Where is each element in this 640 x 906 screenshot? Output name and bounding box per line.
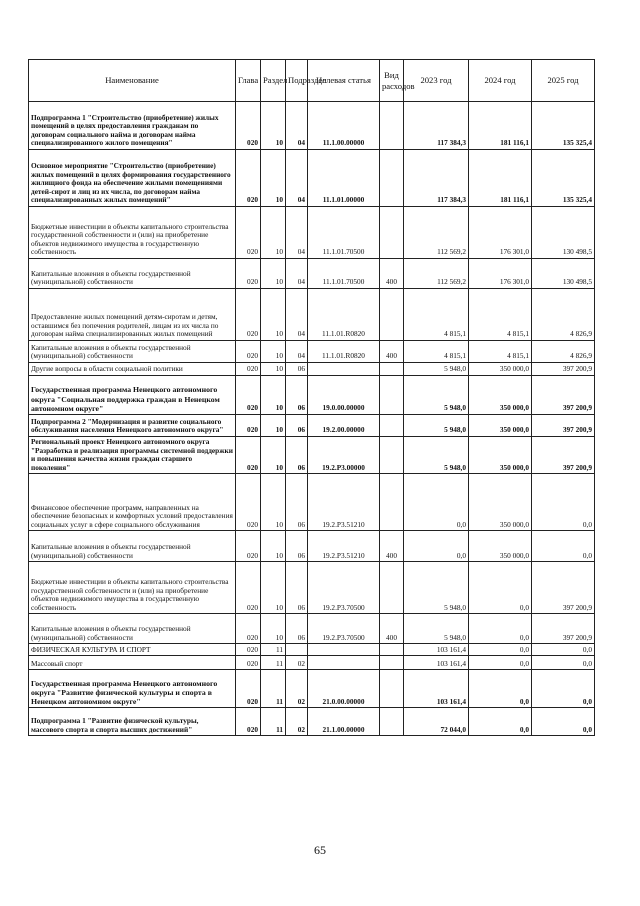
row-expense-type: 400 bbox=[380, 259, 404, 289]
row-podrazdel: 06 bbox=[286, 363, 308, 376]
budget-table bbox=[28, 59, 595, 736]
row-value-2023: 5 948,0 bbox=[404, 415, 469, 437]
row-value-2024: 181 116,1 bbox=[469, 150, 532, 207]
table-row bbox=[29, 531, 595, 562]
table-row bbox=[29, 207, 595, 259]
row-value-2024: 350 000,0 bbox=[469, 437, 532, 474]
row-value-2024: 176 301,0 bbox=[469, 207, 532, 259]
row-value-2023: 5 948,0 bbox=[404, 614, 469, 644]
row-glava: 020 bbox=[236, 531, 261, 562]
row-razdel: 10 bbox=[261, 259, 286, 289]
row-value-2024: 350 000,0 bbox=[469, 531, 532, 562]
row-value-2023: 5 948,0 bbox=[404, 376, 469, 415]
row-podrazdel: 06 bbox=[286, 531, 308, 562]
row-value-2025: 397 200,9 bbox=[532, 415, 595, 437]
row-podrazdel: 06 bbox=[286, 614, 308, 644]
row-value-2025: 397 200,9 bbox=[532, 562, 595, 614]
row-value-2024: 0,0 bbox=[469, 708, 532, 736]
table-row bbox=[29, 437, 595, 474]
row-value-2025: 397 200,9 bbox=[532, 614, 595, 644]
row-podrazdel: 06 bbox=[286, 437, 308, 474]
col-header-name: Наименование bbox=[29, 60, 236, 102]
col-header-2023: 2023 год bbox=[404, 60, 469, 102]
row-value-2025: 135 325,4 bbox=[532, 102, 595, 150]
row-name: Массовый спорт bbox=[29, 656, 236, 670]
table-row bbox=[29, 341, 595, 363]
row-target-article: 19.2.P3.51210 bbox=[308, 531, 380, 562]
row-name: Бюджетные инвестиции в объекты капитального строительства государственной собственности и (или) на приобретение объектов недвижимого имущества в государственную собственность bbox=[29, 207, 236, 259]
col-header-target-article: Целевая статья bbox=[308, 60, 380, 102]
row-value-2024: 176 301,0 bbox=[469, 259, 532, 289]
row-value-2023: 112 569,2 bbox=[404, 207, 469, 259]
row-podrazdel bbox=[286, 644, 308, 656]
table-row bbox=[29, 670, 595, 708]
row-target-article bbox=[308, 644, 380, 656]
row-name: Капитальные вложения в объекты государственной (муниципальной) собственности bbox=[29, 531, 236, 562]
row-target-article: 11.1.01.70500 bbox=[308, 207, 380, 259]
row-name: Финансовое обеспечение программ, направленных на обеспечение безопасных и комфортных условий предоставления социальных услуг в сфере социального обслуживания bbox=[29, 474, 236, 531]
row-value-2023: 5 948,0 bbox=[404, 562, 469, 614]
row-glava: 020 bbox=[236, 376, 261, 415]
row-podrazdel: 06 bbox=[286, 474, 308, 531]
table-row bbox=[29, 644, 595, 656]
col-header-2024: 2024 год bbox=[469, 60, 532, 102]
row-value-2023: 72 044,0 bbox=[404, 708, 469, 736]
row-expense-type bbox=[380, 474, 404, 531]
row-glava: 020 bbox=[236, 341, 261, 363]
row-value-2025: 4 826,9 bbox=[532, 341, 595, 363]
table-row bbox=[29, 708, 595, 736]
row-target-article: 19.2.P3.70500 bbox=[308, 614, 380, 644]
table-row bbox=[29, 474, 595, 531]
row-name: Подпрограмма 1 "Строительство (приобретение) жилых помещений в целях предоставления гражданам по договорам социального найма и договорам найма специализированного жилого помещения" bbox=[29, 102, 236, 150]
page-number: 65 bbox=[314, 843, 326, 857]
row-razdel: 10 bbox=[261, 102, 286, 150]
row-value-2023: 112 569,2 bbox=[404, 259, 469, 289]
row-expense-type: 400 bbox=[380, 614, 404, 644]
row-podrazdel: 04 bbox=[286, 102, 308, 150]
row-glava: 020 bbox=[236, 562, 261, 614]
row-value-2025: 0,0 bbox=[532, 656, 595, 670]
row-value-2025: 397 200,9 bbox=[532, 437, 595, 474]
row-razdel: 11 bbox=[261, 656, 286, 670]
row-glava: 020 bbox=[236, 474, 261, 531]
col-header-expense-type: Вид расходов bbox=[380, 60, 404, 102]
row-name: Подпрограмма 1 "Развитие физической культуры, массового спорта и спорта высших достижений" bbox=[29, 708, 236, 736]
row-value-2024: 350 000,0 bbox=[469, 415, 532, 437]
row-glava: 020 bbox=[236, 708, 261, 736]
row-value-2025: 0,0 bbox=[532, 708, 595, 736]
row-glava: 020 bbox=[236, 644, 261, 656]
row-target-article: 19.2.P3.00000 bbox=[308, 437, 380, 474]
row-value-2024: 4 815,1 bbox=[469, 289, 532, 341]
row-value-2024: 0,0 bbox=[469, 656, 532, 670]
row-glava: 020 bbox=[236, 150, 261, 207]
row-target-article: 11.1.01.R0820 bbox=[308, 341, 380, 363]
table-row bbox=[29, 259, 595, 289]
table-row bbox=[29, 376, 595, 415]
row-podrazdel: 02 bbox=[286, 670, 308, 708]
row-name: Бюджетные инвестиции в объекты капитального строительства государственной собственности и (или) на приобретение объектов недвижимого имущества в государственную собственность bbox=[29, 562, 236, 614]
row-podrazdel: 04 bbox=[286, 207, 308, 259]
row-razdel: 10 bbox=[261, 341, 286, 363]
row-podrazdel: 04 bbox=[286, 150, 308, 207]
row-razdel: 10 bbox=[261, 531, 286, 562]
row-value-2024: 0,0 bbox=[469, 670, 532, 708]
row-value-2024: 350 000,0 bbox=[469, 363, 532, 376]
row-razdel: 11 bbox=[261, 708, 286, 736]
row-podrazdel: 02 bbox=[286, 708, 308, 736]
row-target-article: 21.1.00.00000 bbox=[308, 708, 380, 736]
row-target-article: 11.1.01.00000 bbox=[308, 150, 380, 207]
row-expense-type bbox=[380, 437, 404, 474]
row-value-2024: 350 000,0 bbox=[469, 474, 532, 531]
row-name: Капитальные вложения в объекты государственной (муниципальной) собственности bbox=[29, 259, 236, 289]
table-row bbox=[29, 562, 595, 614]
row-target-article: 19.0.00.00000 bbox=[308, 376, 380, 415]
row-name: ФИЗИЧЕСКАЯ КУЛЬТУРА И СПОРТ bbox=[29, 644, 236, 656]
row-glava: 020 bbox=[236, 415, 261, 437]
table-row bbox=[29, 656, 595, 670]
row-expense-type bbox=[380, 150, 404, 207]
row-value-2023: 0,0 bbox=[404, 474, 469, 531]
row-value-2025: 135 325,4 bbox=[532, 150, 595, 207]
row-value-2025: 130 498,5 bbox=[532, 259, 595, 289]
row-razdel: 10 bbox=[261, 562, 286, 614]
row-target-article: 19.2.P3.70500 bbox=[308, 562, 380, 614]
table-row bbox=[29, 415, 595, 437]
row-expense-type: 400 bbox=[380, 531, 404, 562]
row-value-2025: 130 498,5 bbox=[532, 207, 595, 259]
row-expense-type bbox=[380, 670, 404, 708]
row-value-2023: 103 161,4 bbox=[404, 656, 469, 670]
row-razdel: 10 bbox=[261, 415, 286, 437]
row-podrazdel: 04 bbox=[286, 341, 308, 363]
row-podrazdel: 06 bbox=[286, 562, 308, 614]
table-row bbox=[29, 289, 595, 341]
row-podrazdel: 06 bbox=[286, 376, 308, 415]
row-expense-type bbox=[380, 656, 404, 670]
row-expense-type bbox=[380, 376, 404, 415]
row-value-2023: 103 161,4 bbox=[404, 670, 469, 708]
row-name: Предоставление жилых помещений детям-сиротам и детям, оставшимся без попечения родителей, лицам из их числа по договорам найма специализированных жилых помещений bbox=[29, 289, 236, 341]
row-value-2024: 0,0 bbox=[469, 644, 532, 656]
header-row bbox=[29, 60, 595, 102]
row-expense-type bbox=[380, 363, 404, 376]
col-header-razdel: Раздел bbox=[261, 60, 286, 102]
row-value-2025: 4 826,9 bbox=[532, 289, 595, 341]
row-value-2024: 0,0 bbox=[469, 562, 532, 614]
row-value-2024: 0,0 bbox=[469, 614, 532, 644]
row-glava: 020 bbox=[236, 614, 261, 644]
col-header-glava: Глава bbox=[236, 60, 261, 102]
row-name: Капитальные вложения в объекты государственной (муниципальной) собственности bbox=[29, 614, 236, 644]
row-value-2023: 4 815,1 bbox=[404, 341, 469, 363]
row-glava: 020 bbox=[236, 289, 261, 341]
row-target-article: 21.0.00.00000 bbox=[308, 670, 380, 708]
table-row bbox=[29, 150, 595, 207]
row-value-2025: 0,0 bbox=[532, 531, 595, 562]
row-expense-type bbox=[380, 415, 404, 437]
row-podrazdel: 02 bbox=[286, 656, 308, 670]
row-expense-type bbox=[380, 644, 404, 656]
row-value-2025: 397 200,9 bbox=[532, 363, 595, 376]
row-target-article: 11.1.01.R0820 bbox=[308, 289, 380, 341]
row-value-2024: 4 815,1 bbox=[469, 341, 532, 363]
row-expense-type bbox=[380, 562, 404, 614]
row-glava: 020 bbox=[236, 656, 261, 670]
row-value-2023: 4 815,1 bbox=[404, 289, 469, 341]
row-target-article: 11.1.01.70500 bbox=[308, 259, 380, 289]
row-razdel: 10 bbox=[261, 207, 286, 259]
row-name: Государственная программа Ненецкого автономного округа "Социальная поддержка граждан в Ненецком автономном округе" bbox=[29, 376, 236, 415]
row-glava: 020 bbox=[236, 259, 261, 289]
row-expense-type: 400 bbox=[380, 341, 404, 363]
row-glava: 020 bbox=[236, 363, 261, 376]
row-name: Региональный проект Ненецкого автономного округа "Разработка и реализация программы системной поддержки и повышения качества жизни граждан старшего поколения" bbox=[29, 437, 236, 474]
row-razdel: 10 bbox=[261, 614, 286, 644]
row-value-2025: 397 200,9 bbox=[532, 376, 595, 415]
row-name: Основное мероприятие "Строительство (приобретение) жилых помещений в целях формирования государственного жилищного фонда на обеспечение жилыми помещениями детей-сирот и лиц из их числа, по договорам найма специализированных жилых помещений" bbox=[29, 150, 236, 207]
row-target-article bbox=[308, 363, 380, 376]
row-razdel: 10 bbox=[261, 376, 286, 415]
row-razdel: 10 bbox=[261, 437, 286, 474]
table-row bbox=[29, 102, 595, 150]
row-value-2024: 350 000,0 bbox=[469, 376, 532, 415]
row-glava: 020 bbox=[236, 102, 261, 150]
row-razdel: 11 bbox=[261, 670, 286, 708]
row-razdel: 10 bbox=[261, 474, 286, 531]
table-body bbox=[29, 102, 595, 736]
row-glava: 020 bbox=[236, 207, 261, 259]
row-expense-type bbox=[380, 708, 404, 736]
row-value-2023: 5 948,0 bbox=[404, 363, 469, 376]
row-target-article: 19.2.00.00000 bbox=[308, 415, 380, 437]
row-podrazdel: 06 bbox=[286, 415, 308, 437]
row-value-2023: 5 948,0 bbox=[404, 437, 469, 474]
table-row bbox=[29, 614, 595, 644]
row-target-article bbox=[308, 656, 380, 670]
row-value-2024: 181 116,1 bbox=[469, 102, 532, 150]
row-name: Государственная программа Ненецкого автономного округа "Развитие физической культуры и спорта в Ненецком автономном округе" bbox=[29, 670, 236, 708]
row-expense-type bbox=[380, 102, 404, 150]
row-razdel: 11 bbox=[261, 644, 286, 656]
row-target-article: 11.1.00.00000 bbox=[308, 102, 380, 150]
row-value-2025: 0,0 bbox=[532, 474, 595, 531]
row-name: Капитальные вложения в объекты государственной (муниципальной) собственности bbox=[29, 341, 236, 363]
col-header-podrazdel: Подраздел bbox=[286, 60, 308, 102]
row-name: Другие вопросы в области социальной политики bbox=[29, 363, 236, 376]
row-name: Подпрограмма 2 "Модернизация и развитие социального обслуживания населения Ненецкого автономного округа" bbox=[29, 415, 236, 437]
row-glava: 020 bbox=[236, 437, 261, 474]
row-value-2023: 0,0 bbox=[404, 531, 469, 562]
row-razdel: 10 bbox=[261, 363, 286, 376]
row-expense-type bbox=[380, 289, 404, 341]
row-value-2025: 0,0 bbox=[532, 670, 595, 708]
col-header-2025: 2025 год bbox=[532, 60, 595, 102]
row-expense-type bbox=[380, 207, 404, 259]
row-target-article: 19.2.P3.51210 bbox=[308, 474, 380, 531]
row-glava: 020 bbox=[236, 670, 261, 708]
row-razdel: 10 bbox=[261, 150, 286, 207]
table-row bbox=[29, 363, 595, 376]
row-value-2023: 103 161,4 bbox=[404, 644, 469, 656]
row-value-2023: 117 384,3 bbox=[404, 102, 469, 150]
row-value-2023: 117 384,3 bbox=[404, 150, 469, 207]
row-value-2025: 0,0 bbox=[532, 644, 595, 656]
row-razdel: 10 bbox=[261, 289, 286, 341]
row-podrazdel: 04 bbox=[286, 289, 308, 341]
row-podrazdel: 04 bbox=[286, 259, 308, 289]
